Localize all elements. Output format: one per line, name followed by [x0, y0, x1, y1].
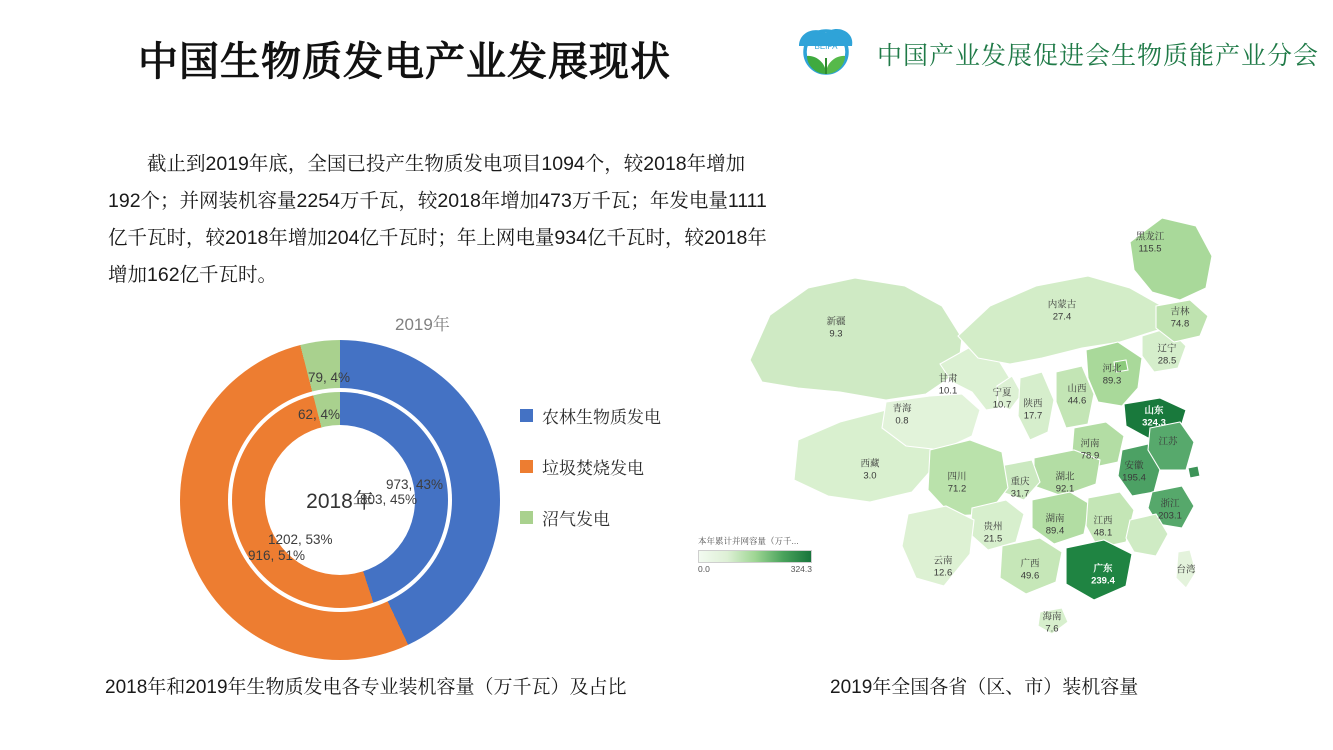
brand-name: 中国产业发展促进会生物质能产业分会 — [876, 42, 1319, 70]
map-label-chongqing: 重庆 31.7 — [1010, 476, 1030, 499]
legend-label-agroforestry: 农林生物质发电 — [542, 408, 661, 427]
legend-item-agroforestry — [520, 405, 710, 430]
map-label-shaanxi: 陕西 17.7 — [1023, 398, 1043, 421]
value-label-2018-agroforestry: 803, 45% — [360, 492, 418, 507]
legend-item-waste — [520, 456, 710, 481]
map-label-shanxi: 山西 44.6 — [1067, 383, 1087, 406]
map-label-taiwan: 台湾 — [1176, 564, 1196, 576]
map-label-hubei: 湖北 92.1 — [1055, 471, 1075, 494]
page-title: 中国生物质发电产业发展现状 — [138, 40, 671, 84]
map-label-qinghai: 青海 0.8 — [892, 403, 912, 426]
map-color-legend — [698, 535, 816, 574]
map-label-shandong: 山东 324.3 — [1142, 405, 1166, 428]
map-label-jiangsu: 江苏 — [1158, 436, 1178, 448]
legend-item-biogas — [520, 507, 710, 532]
inner-ring-year-label: 2018年 — [306, 490, 374, 513]
summary-paragraph: 截止到2019年底，全国已投产生物质发电项目1094个，较2018年增加192个；并网装机容量2254万千瓦，较2018年增加473万千瓦；年发电量1111亿千瓦时，较2018年增加204亿千瓦时；年上网电量934亿千瓦时，较2018年增加162亿千瓦时。 — [108, 153, 767, 286]
map-label-yunnan: 云南 12.6 — [933, 555, 953, 578]
map-legend-min: 0.0 — [698, 564, 710, 574]
value-label-2018-waste: 916, 51% — [248, 548, 306, 563]
map-label-henan: 河南 78.9 — [1080, 438, 1100, 461]
map-label-liaoning: 辽宁 28.5 — [1157, 343, 1177, 366]
map-label-hunan: 湖南 89.4 — [1045, 513, 1065, 536]
map-label-ningxia: 宁夏 10.7 — [992, 387, 1012, 410]
beipa-logo-icon — [789, 22, 863, 86]
map-label-inner-mongolia: 内蒙古 27.4 — [1047, 299, 1077, 322]
map-label-jiangxi: 江西 48.1 — [1093, 515, 1113, 538]
legend-label-biogas: 沼气发电 — [542, 510, 610, 529]
legend-swatch-agroforestry — [520, 409, 533, 422]
map-label-guizhou: 贵州 21.5 — [983, 521, 1003, 544]
left-chart-caption: 2018年和2019年生物质发电各专业装机容量（万千瓦）及占比 — [105, 677, 627, 698]
brand-header — [789, 22, 1319, 86]
map-label-guangxi: 广西 49.6 — [1020, 558, 1040, 581]
svg-text:BEIPA: BEIPA — [814, 42, 838, 51]
value-label-2019-waste: 1202, 53% — [268, 532, 333, 547]
map-legend-max: 324.3 — [790, 564, 812, 574]
map-label-sichuan: 四川 71.2 — [947, 471, 967, 494]
map-label-hebei: 河北 89.3 — [1102, 363, 1122, 386]
china-choropleth-map — [690, 110, 1330, 655]
map-legend-gradient — [698, 550, 812, 563]
map-label-gansu: 甘肃 10.1 — [938, 373, 958, 396]
value-label-2018-biogas: 62, 4% — [298, 407, 341, 422]
right-chart-caption: 2019年全国各省（区、市）装机容量 — [830, 677, 1139, 698]
donut-rings — [180, 340, 500, 660]
donut-chart — [110, 300, 770, 680]
legend-swatch-biogas — [520, 511, 533, 524]
map-label-jilin: 吉林 74.8 — [1170, 306, 1190, 329]
legend-swatch-waste — [520, 460, 533, 473]
map-legend-title: 本年累计并网容量（万千... — [698, 536, 799, 546]
map-label-heilongjiang: 黑龙江 115.5 — [1135, 231, 1165, 254]
value-label-2019-agroforestry: 973, 43% — [386, 477, 444, 492]
map-label-guangdong: 广东 239.4 — [1091, 563, 1115, 586]
value-label-2019-biogas: 79, 4% — [308, 370, 351, 385]
map-label-zhejiang: 浙江 203.1 — [1158, 498, 1182, 521]
chart-legend — [520, 405, 710, 558]
outer-ring-year-label: 2019年 — [395, 315, 450, 334]
map-label-anhui: 安徽 195.4 — [1122, 460, 1146, 483]
legend-label-waste: 垃圾焚烧发电 — [542, 459, 644, 478]
map-label-hainan: 海南 7.6 — [1042, 611, 1062, 634]
map-label-xinjiang: 新疆 9.3 — [826, 316, 846, 339]
map-label-tibet: 西藏 3.0 — [860, 458, 880, 481]
